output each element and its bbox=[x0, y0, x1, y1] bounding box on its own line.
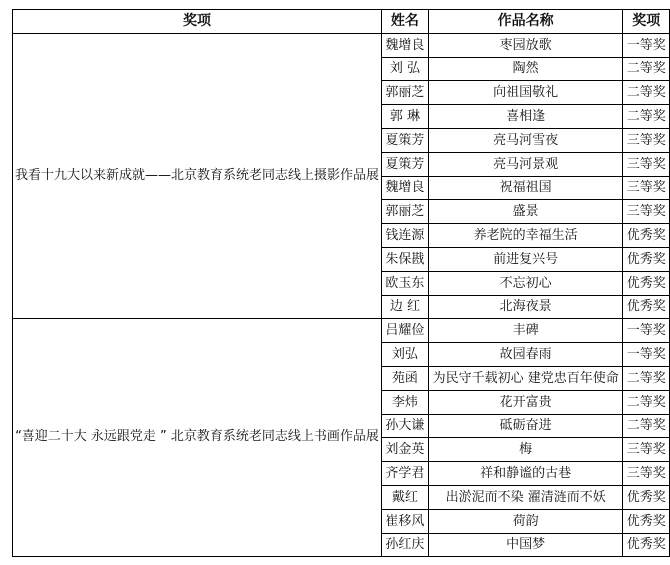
name-cell: 魏增良 bbox=[382, 176, 429, 200]
name-cell: 崔移风 bbox=[382, 509, 429, 533]
work-title-cell: 为民守千载初心 建党忠百年使命 bbox=[428, 366, 623, 390]
name-cell: 夏策芳 bbox=[382, 152, 429, 176]
award-cell: 二等奖 bbox=[623, 57, 670, 81]
work-title-cell: 出淤泥而不染 濯清涟而不妖 bbox=[428, 485, 623, 509]
award-cell: 优秀奖 bbox=[623, 295, 670, 319]
award-cell: 三等奖 bbox=[623, 200, 670, 224]
work-title-cell: 陶然 bbox=[428, 57, 623, 81]
work-title-cell: 盛景 bbox=[428, 200, 623, 224]
award-cell: 优秀奖 bbox=[623, 247, 670, 271]
work-title-cell: 亮马河雪夜 bbox=[428, 128, 623, 152]
work-title-cell: 砥砺奋进 bbox=[428, 414, 623, 438]
award-cell: 二等奖 bbox=[623, 105, 670, 129]
work-title-cell: 养老院的幸福生活 bbox=[428, 224, 623, 248]
name-cell: 孙红庆 bbox=[382, 533, 429, 557]
work-title-cell: 梅 bbox=[428, 438, 623, 462]
name-cell: 郭 琳 bbox=[382, 105, 429, 129]
table-row bbox=[13, 319, 670, 343]
event-title-cell: 我看十九大以来新成就——北京教育系统老同志线上摄影作品展 bbox=[13, 33, 382, 319]
work-title-cell: 向祖国敬礼 bbox=[428, 81, 623, 105]
header-event: 奖项 bbox=[13, 10, 382, 34]
name-cell: 魏增良 bbox=[382, 33, 429, 57]
award-cell: 二等奖 bbox=[623, 390, 670, 414]
name-cell: 孙大谦 bbox=[382, 414, 429, 438]
name-cell: 郭丽芝 bbox=[382, 200, 429, 224]
name-cell: 齐学君 bbox=[382, 462, 429, 486]
award-cell: 二等奖 bbox=[623, 366, 670, 390]
award-cell: 三等奖 bbox=[623, 462, 670, 486]
name-cell: 李炜 bbox=[382, 390, 429, 414]
award-cell: 一等奖 bbox=[623, 343, 670, 367]
work-title-cell: 中国梦 bbox=[428, 533, 623, 557]
name-cell: 戴红 bbox=[382, 485, 429, 509]
event-title-cell: “喜迎二十大 永远跟党走 ” 北京教育系统老同志线上书画作品展 bbox=[13, 319, 382, 557]
name-cell: 夏策芳 bbox=[382, 128, 429, 152]
header-name: 姓名 bbox=[382, 10, 429, 34]
table-row bbox=[13, 33, 670, 57]
award-cell: 优秀奖 bbox=[623, 224, 670, 248]
work-title-cell: 故园春雨 bbox=[428, 343, 623, 367]
award-cell: 二等奖 bbox=[623, 81, 670, 105]
name-cell: 欧玉东 bbox=[382, 271, 429, 295]
header-work-title: 作品名称 bbox=[428, 10, 623, 34]
name-cell: 刘弘 bbox=[382, 343, 429, 367]
award-cell: 三等奖 bbox=[623, 176, 670, 200]
work-title-cell: 荷韵 bbox=[428, 509, 623, 533]
awards-table-body bbox=[13, 33, 670, 557]
work-title-cell: 亮马河景观 bbox=[428, 152, 623, 176]
work-title-cell: 祥和静谧的古巷 bbox=[428, 462, 623, 486]
award-cell: 优秀奖 bbox=[623, 509, 670, 533]
name-cell: 刘金英 bbox=[382, 438, 429, 462]
work-title-cell: 前进复兴号 bbox=[428, 247, 623, 271]
header-row bbox=[13, 10, 670, 34]
awards-table bbox=[12, 9, 670, 557]
work-title-cell: 喜相逢 bbox=[428, 105, 623, 129]
name-cell: 钱连源 bbox=[382, 224, 429, 248]
award-cell: 三等奖 bbox=[623, 128, 670, 152]
award-cell: 优秀奖 bbox=[623, 533, 670, 557]
award-cell: 一等奖 bbox=[623, 33, 670, 57]
award-cell: 三等奖 bbox=[623, 152, 670, 176]
award-cell: 优秀奖 bbox=[623, 271, 670, 295]
work-title-cell: 不忘初心 bbox=[428, 271, 623, 295]
award-cell: 优秀奖 bbox=[623, 485, 670, 509]
work-title-cell: 枣园放歌 bbox=[428, 33, 623, 57]
name-cell: 边 红 bbox=[382, 295, 429, 319]
header-award: 奖项 bbox=[623, 10, 670, 34]
work-title-cell: 北海夜景 bbox=[428, 295, 623, 319]
work-title-cell: 祝福祖国 bbox=[428, 176, 623, 200]
name-cell: 朱保戡 bbox=[382, 247, 429, 271]
award-cell: 三等奖 bbox=[623, 438, 670, 462]
name-cell: 刘 弘 bbox=[382, 57, 429, 81]
award-cell: 一等奖 bbox=[623, 319, 670, 343]
work-title-cell: 花开富贵 bbox=[428, 390, 623, 414]
work-title-cell: 丰碑 bbox=[428, 319, 623, 343]
award-cell: 二等奖 bbox=[623, 414, 670, 438]
name-cell: 苑函 bbox=[382, 366, 429, 390]
name-cell: 郭丽芝 bbox=[382, 81, 429, 105]
name-cell: 吕耀俭 bbox=[382, 319, 429, 343]
